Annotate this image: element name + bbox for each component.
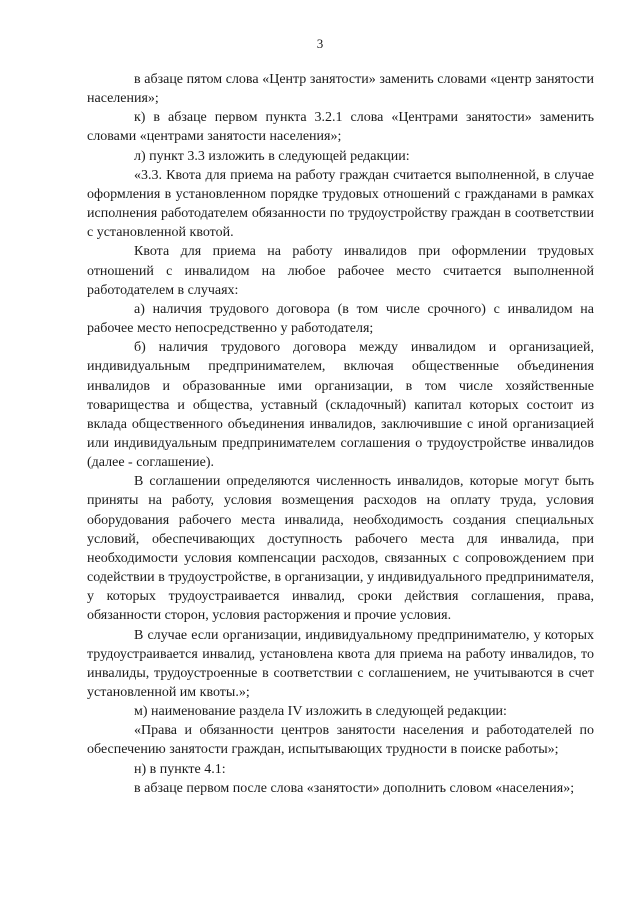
paragraph-b: б) наличия трудового договора между инвалидом и организацией, индивидуальным предпринимателем, включая общественные объединения инвалидов и образованные ими организации, в том числе хозяйственные товарищества и общества, уставный (складочный) капитал которых состоит из вклада общественного объединения инвалидов, заключившие с иной организацией или индивидуальным предпринимателем соглашения о трудоустройстве инвалидов (далее - соглашение). [87, 340, 594, 471]
paragraph-a: а) наличия трудового договора (в том числе срочного) с инвалидом на рабочее место непосредственно у работодателя; [87, 301, 594, 337]
paragraph-k: к) в абзаце первом пункта 3.2.1 слова «Центрами занятости» заменить словами «центрами занятости населения»; [87, 110, 594, 145]
paragraph-case: В случае если организации, индивидуальному предпринимателю, у которых трудоустраивается инвалид, установлена квота для приема на работу инвалидов, то инвалиды, трудоустроенные в соответствии с соглашением, не учитываются в счет установленной им квоты.»; [87, 627, 594, 700]
paragraph-quota-invalids: Квота для приема на работу инвалидов при оформлении трудовых отношений с инвалидом на любое рабочее место считается выполненной работодателем в случаях: [87, 244, 594, 298]
paragraph-section-iv-title: «Права и обязанности центров занятости населения и работодателей по обеспечению занятости граждан, испытывающих трудности в поиске работы»; [87, 723, 594, 758]
paragraph-agreement: В соглашении определяются численность инвалидов, которые могут быть приняты на работу, условия возмещения расходов на оплату труда, условия оборудования рабочего места инвалида, необходимость создания специальных условий, обеспечивающих доступность рабочего места для инвалида, при необходимости условия компенсации расходов, связанных с сопровождением при содействии в трудоустройстве, в организации, у индивидуального предпринимателя, у которых трудоустраивается инвалид, сроки действия соглашения, права, обязанности сторон, условия расторжения и прочие условия. [87, 474, 594, 624]
paragraph-n: н) в пункте 4.1: [134, 761, 226, 777]
paragraph-m: м) наименование раздела IV изложить в следующей редакции: [134, 704, 507, 720]
page-number: 3 [316, 36, 324, 51]
paragraph-l: л) пункт 3.3 изложить в следующей редакции: [134, 148, 410, 164]
paragraph-abzac-1: в абзаце первом после слова «занятости» дополнить словом «населения»; [134, 780, 575, 796]
paragraph-3-3: «3.3. Квота для приема на работу граждан считается выполненной, в случае оформления в установленном порядке трудовых отношений с гражданами в рамках исполнения работодателем обязанности по трудоустройству граждан в соответствии с установленной квотой. [87, 167, 594, 241]
paragraph-abzac-5: в абзаце пятом слова «Центр занятости» заменить словами «центр занятости населения»; [87, 72, 594, 107]
document-body [87, 70, 594, 798]
